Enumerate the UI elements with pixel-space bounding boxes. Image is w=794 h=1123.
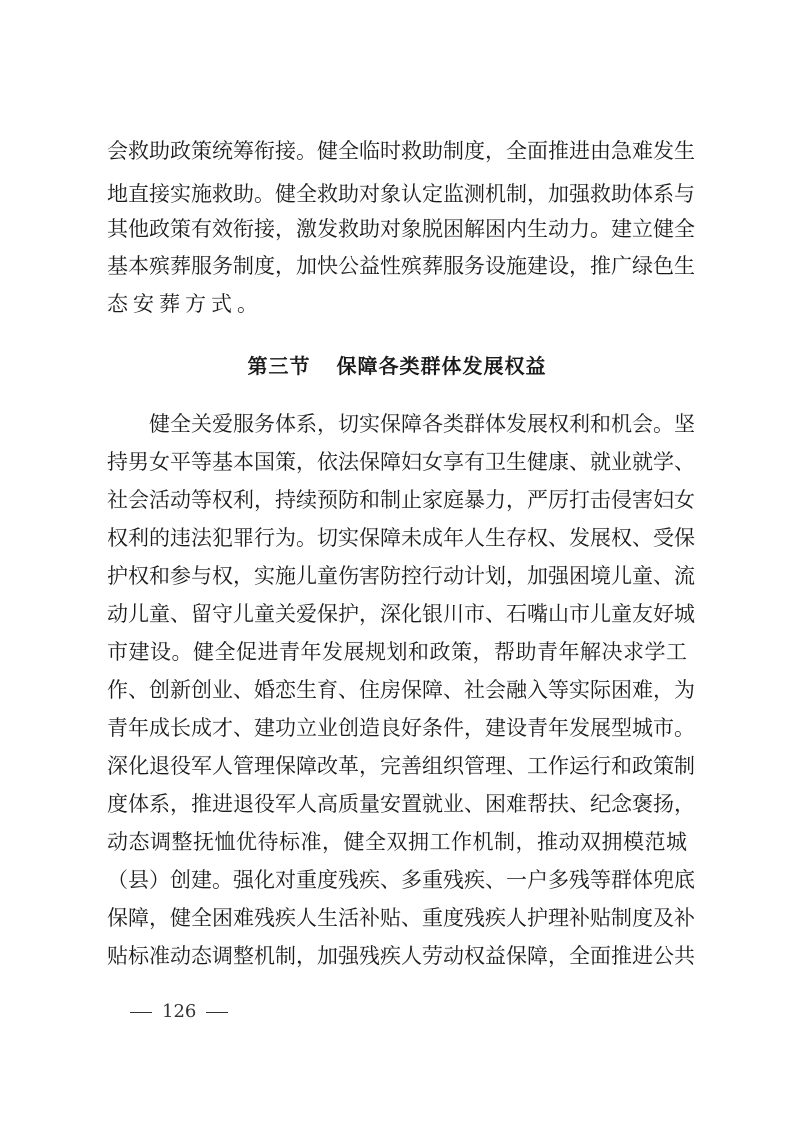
section-heading [0,352,794,380]
text-line: 地直接实施救助。健全救助对象认定监测机制，加强救助体系与 [107,182,695,206]
text-line: 护权和参与权，实施儿童伤害防控行动计划，加强困境儿童、流 [107,564,695,588]
page-number-value: 126 [162,1001,197,1022]
text-line: 青年成长成才、建功立业创造良好条件，建设青年发展型城市。 [107,716,695,740]
dash-left [130,1012,152,1013]
text-line: 会救助政策统筹衔接。健全临时救助制度，全面推进由急难发生 [107,139,695,163]
section-title: 保障各类群体发展权益 [336,354,547,378]
text-line: 动态调整抚恤优待标准，健全双拥工作机制，推动双拥模范城 [107,830,687,854]
dash-right [206,1012,228,1013]
text-line: 态安葬方式。 [107,292,263,316]
section-number: 第三节 [247,354,311,378]
text-line: 健全关爱服务体系，切实保障各类群体发展权利和机会。坚 [107,412,695,436]
text-line: 动儿童、留守儿童关爱保护，深化银川市、石嘴山市儿童友好城 [107,602,695,626]
text-line: 社会活动等权利，持续预防和制止家庭暴力，严厉打击侵害妇女 [107,488,695,512]
text-line: 作、创新创业、婚恋生育、住房保障、社会融入等实际困难，为 [107,678,695,702]
page-number [120,998,238,1026]
text-line: （县）创建。强化对重度残疾、多重残疾、一户多残等群体兜底 [107,868,695,892]
text-line: 市建设。健全促进青年发展规划和政策，帮助青年解决求学工 [107,640,687,664]
text-line: 其他政策有效衔接，激发救助对象脱困解困内生动力。建立健全 [107,217,695,241]
text-line: 度体系，推进退役军人高质量安置就业、困难帮扶、纪念褒扬， [107,792,695,816]
text-line: 贴标准动态调整机制，加强残疾人劳动权益保障，全面推进公共 [107,944,695,968]
text-line: 权利的违法犯罪行为。切实保障未成年人生存权、发展权、受保 [107,526,695,550]
text-line: 保障，健全困难残疾人生活补贴、重度残疾人护理补贴制度及补 [107,906,695,930]
text-line: 持男女平等基本国策，依法保障妇女享有卫生健康、就业就学、 [107,450,695,474]
text-line: 深化退役军人管理保障改革，完善组织管理、工作运行和政策制 [107,754,695,778]
text-line: 基本殡葬服务制度，加快公益性殡葬服务设施建设，推广绿色生 [107,254,695,278]
